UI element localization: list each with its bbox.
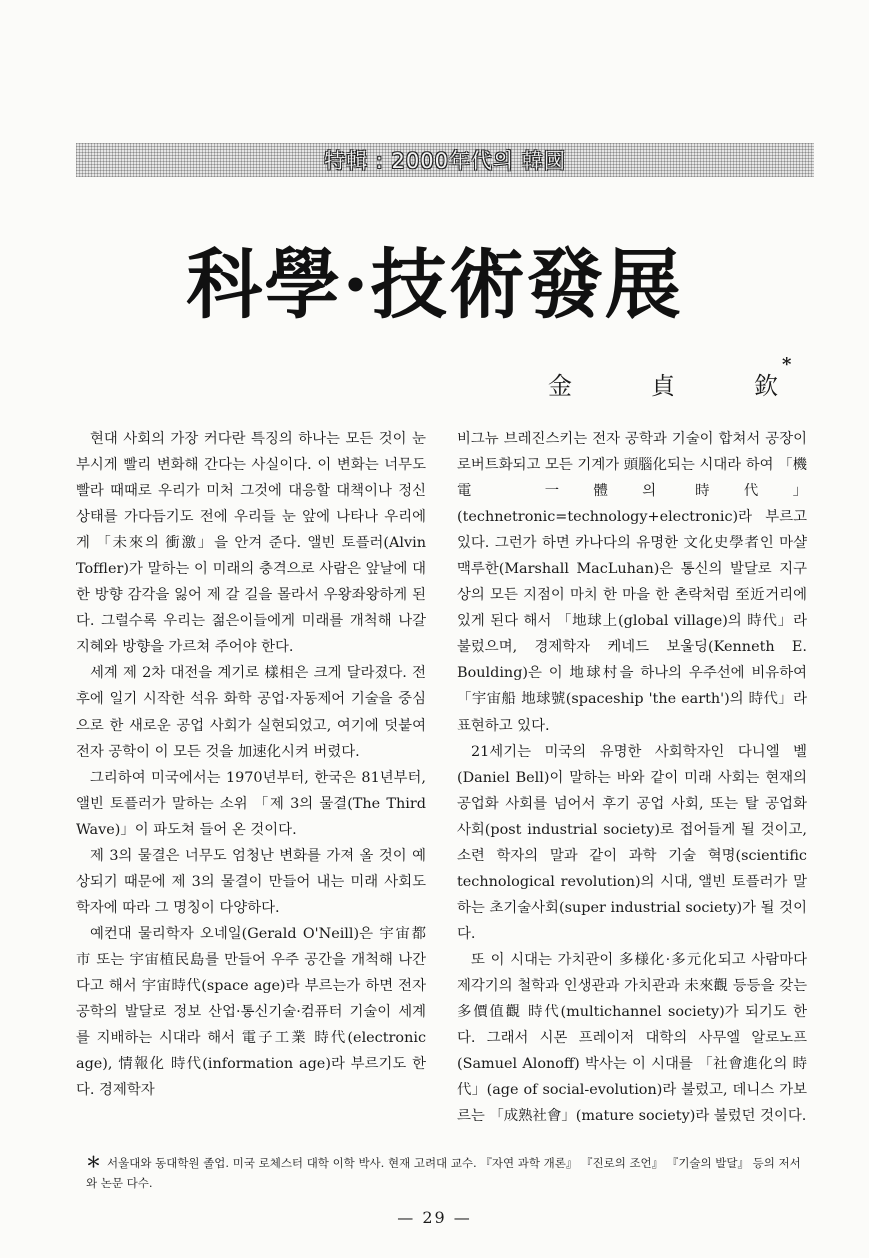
paragraph: 예컨대 물리학자 오네일(Gerald O'Neill)은 宇宙都市 또는 宇宙植民島를 만들어 우주 공간을 개척해 나간다고 해서 宇宙時代(space age)라 부르는가 하면 전자 공학의 발달로 정보 산업·통신기술·컴퓨터 기술이 세계를 지배하는 시대라 해서 電子工業 時代(electronic age), 情報化 時代(information age)라 부르기도 한다. 경제학자 <box>76 925 426 1099</box>
paragraph: 비그뉴 브레진스키는 전자 공학과 기술이 합쳐서 공장이 로버트화되고 모든 기계가 頭腦化되는 시대라 하여 「機電 一體의 時代」(technetronic=technology+electronic)라 부르고 있다. 그런가 하면 카나다의 유명한 文化史學者인 마샬 맥루한(Marshall MacLuhan)은 통신의 발달로 지구상의 모든 지점이 마치 한 마을 한 촌락처럼 至近거리에 있게 된다 해서 「地球上(global village)의 時代」라 불렀으며, 경제학자 케네드 보울딩(Kenneth E. Boulding)은 이 地球村을 하나의 우주선에 비유하여 「宇宙船 地球號(spaceship 'the earth')의 時代」라 표현하고 있다. <box>457 431 807 734</box>
author-char: 貞 <box>651 372 675 400</box>
paragraph: 현대 사회의 가장 커다란 특징의 하나는 모든 것이 눈부시게 빨리 변화해 간다는 사실이다. 이 변화는 너무도 빨라 때때로 우리가 미처 그것에 대응할 대책이나 정신 상태를 가다듬기도 전에 우리들 눈 앞에 나타나 우리에게 「未來의 衝激」을 안겨 준다. 앨빈 토플러(Alvin Toffler)가 말하는 이 미래의 충격으로 사람은 앞날에 대한 방향 감각을 잃어 제 갈 길을 몰라서 우왕좌왕하게 된다. 그럴수록 우리는 젊은이들에게 미래를 개척해 나갈 지혜와 방향을 가르쳐 주어야 한다. <box>76 431 426 656</box>
paragraph: 21세기는 미국의 유명한 사회학자인 다니엘 벨(Daniel Bell)이 말하는 바와 같이 미래 사회는 현재의 공업화 사회를 넘어서 후기 공업 사회, 또는 탈 공업화 사회(post industrial society)로 접어들게 될 것이고, 소련 학자의 말과 같이 과학 기술 혁명(scientific technological revolution)의 시대, 앨빈 토플러가 말하는 초기술사회(super industrial society)가 될 것이다. <box>457 743 807 942</box>
text-column-left <box>76 426 426 1103</box>
author-footnote-mark: * <box>782 354 792 375</box>
banner-title: 特輯 : 2000年代의 韓國 <box>324 149 566 173</box>
text-column-right <box>457 426 807 1129</box>
article-title: 科學·技術發展 <box>186 240 683 329</box>
footnote-mark: ＊ <box>86 1153 102 1171</box>
author-char: 金 <box>548 372 572 400</box>
paragraph: 그리하여 미국에서는 1970년부터, 한국은 81년부터, 앨빈 토플러가 말하는 소위 「제 3의 물결(The Third Wave)」이 파도쳐 들어 온 것이다. <box>76 769 426 838</box>
page-number: — 29 — <box>397 1208 472 1227</box>
footnote-text: 서울대와 동대학원 졸업. 미국 로체스터 대학 이학 박사. 현재 고려대 교수. 『자연 과학 개론』 『진로의 조언』 『기술의 발달』 등의 저서와 논문 다수. <box>86 1156 801 1190</box>
paragraph: 또 이 시대는 가치관이 多様化·多元化되고 사람마다 제각기의 철학과 인생관과 가치관과 未來觀 등등을 갖는 多價值觀 時代(multichannel society)가 되기도 한다. 그래서 시몬 프레이저 대학의 사무엘 알로노프(Samuel Alonoff) 박사는 이 시대를 「社會進化의 時代」(age of social-evolution)라 불렀고, 데니스 가보르는 「成熟社會」(mature society)라 불렀던 것이다. <box>457 951 807 1125</box>
author-name <box>548 366 778 401</box>
author-char: 欽 <box>754 372 778 400</box>
author-footnote <box>86 1152 806 1193</box>
paragraph: 세계 제 2차 대전을 계기로 樣相은 크게 달라졌다. 전후에 일기 시작한 석유 화학 공업·자동제어 기술을 중심으로 한 새로운 공업 사회가 실현되었고, 여기에 덧붙여 전자 공학이 이 모든 것을 加速化시켜 버렸다. <box>76 665 426 760</box>
paragraph: 제 3의 물결은 너무도 엄청난 변화를 가져 올 것이 예상되기 때문에 제 3의 물결이 만들어 내는 미래 사회도 학자에 따라 그 명칭이 다양하다. <box>76 847 426 916</box>
special-feature-banner <box>76 143 814 177</box>
